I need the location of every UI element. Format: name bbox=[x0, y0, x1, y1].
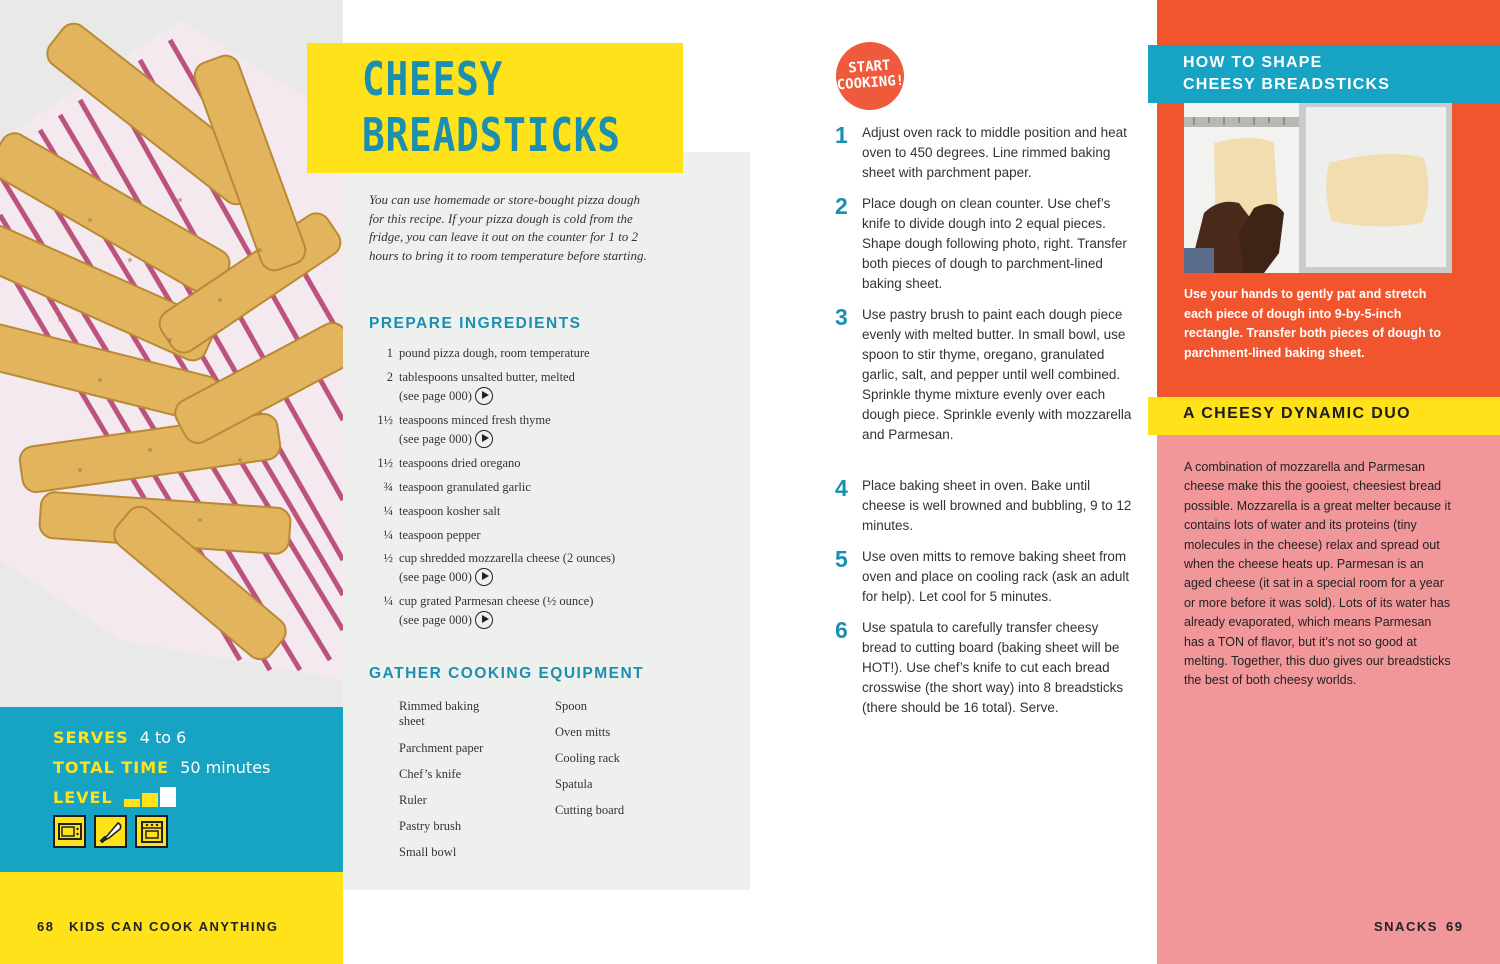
equipment-item: Cooling rack bbox=[555, 751, 620, 765]
equipment-item: Chef’s knife bbox=[399, 767, 462, 781]
ingredient-text: teaspoon granulated garlic bbox=[399, 480, 531, 494]
serves-value: 4 to 6 bbox=[139, 728, 187, 747]
knife-icon bbox=[94, 815, 127, 848]
ingredient-text: teaspoon pepper bbox=[399, 528, 481, 542]
ingredient-quantity: 2 bbox=[386, 370, 393, 384]
how-to-caption: Use your hands to gently pat and stretch each piece of dough into 9-by-5-inch rectangle. Transfer both pieces of dough to parchment-lined baking sheet. bbox=[1184, 287, 1441, 360]
level-block-3 bbox=[160, 787, 176, 807]
breadsticks-photo bbox=[0, 0, 343, 707]
footer-page-number-left: 68 bbox=[37, 919, 55, 934]
ingredient-quantity: 1½ bbox=[377, 413, 393, 427]
play-video-icon[interactable] bbox=[475, 568, 493, 586]
equipment-item: Spatula bbox=[555, 777, 593, 791]
ingredient-quantity: ¼ bbox=[383, 504, 393, 518]
equipment-item: Oven mitts bbox=[555, 725, 611, 739]
ingredient-text: cup grated Parmesan cheese (½ ounce) bbox=[399, 594, 594, 608]
ingredient-quantity: ¾ bbox=[383, 480, 393, 494]
equipment-item: Rimmed baking sheet bbox=[399, 699, 480, 728]
footer-page-number-right: 69 bbox=[1446, 919, 1464, 934]
page-reference: (see page 000) bbox=[399, 569, 472, 584]
equipment-item: Ruler bbox=[399, 793, 427, 807]
ingredient-quantity: 1½ bbox=[377, 456, 393, 470]
step-text: Use pastry brush to paint each dough piece evenly with melted butter. In small bowl, use spoon to stir thyme, oregano, granulated garlic, salt, and pepper until well combined. Sprinkle thyme mixture evenly over each dough piece. Sprinkle evenly with mozzarella and Parmesan. bbox=[862, 307, 1132, 442]
ingredient-text: teaspoons minced fresh thyme bbox=[399, 413, 551, 427]
page-reference: (see page 000) bbox=[399, 431, 472, 446]
step-number: 5 bbox=[835, 546, 848, 572]
equipment-item: Small bowl bbox=[399, 845, 457, 859]
level-block-2 bbox=[142, 793, 158, 807]
microwave-icon bbox=[53, 815, 86, 848]
page-reference: (see page 000) bbox=[399, 388, 472, 403]
how-to-heading bbox=[1148, 45, 1500, 103]
total-time-row bbox=[53, 758, 270, 777]
start-badge-line2: COOKING! bbox=[836, 72, 905, 94]
step-number: 4 bbox=[835, 475, 848, 501]
step-text: Use spatula to carefully transfer cheesy bread to cutting board (baking sheet will be HOT!). Use chef’s knife to cut each bread crosswise (the short way) into 8 breadsticks (there should be 16 total). Serve. bbox=[862, 620, 1124, 715]
step-number: 3 bbox=[835, 304, 848, 330]
footer-section-name: SNACKS bbox=[1374, 919, 1438, 934]
equipment-item: Cutting board bbox=[555, 803, 625, 817]
equipment-item: Spoon bbox=[555, 699, 587, 713]
level-block-1 bbox=[124, 799, 140, 807]
play-video-icon[interactable] bbox=[475, 387, 493, 405]
ingredient-text: tablespoons unsalted butter, melted bbox=[399, 370, 575, 384]
footer-book-title: KIDS CAN COOK ANYTHING bbox=[69, 919, 279, 934]
recipe-title-line1: CHEESY bbox=[362, 52, 504, 106]
oven-icon bbox=[135, 815, 168, 848]
step-text: Adjust oven rack to middle position and heat oven to 450 degrees. Line rimmed baking sheet with parchment paper. bbox=[862, 125, 1127, 180]
level-label: LEVEL bbox=[53, 788, 113, 807]
start-badge-line1: START bbox=[847, 57, 891, 77]
serves-row bbox=[53, 728, 186, 747]
step-number: 6 bbox=[835, 617, 848, 643]
step-number: 1 bbox=[835, 122, 848, 148]
ingredient-quantity: 1 bbox=[386, 346, 393, 360]
step-text: Place baking sheet in oven. Bake until cheese is well browned and bubbling, 9 to 12 minutes. bbox=[862, 478, 1132, 533]
start-cooking-badge bbox=[834, 40, 907, 113]
page-reference: (see page 000) bbox=[399, 612, 472, 627]
ingredient-text: cup shredded mozzarella cheese (2 ounces) bbox=[399, 551, 616, 565]
step-text: Use oven mitts to remove baking sheet from oven and place on cooling rack (ask an adult for help). Let cool for 5 minutes. bbox=[862, 549, 1130, 604]
recipe-title-line2: BREADSTICKS bbox=[362, 108, 621, 162]
play-video-icon[interactable] bbox=[475, 430, 493, 448]
recipe-intro: You can use homemade or store-bought pizza dough for this recipe. If your pizza dough is cold from the fridge, you can leave it out on the counter for 1 to 2 hours to bring it to room temperature before starting. bbox=[369, 192, 647, 263]
footer-band-left bbox=[0, 872, 343, 964]
dynamic-duo-heading: A CHEESY DYNAMIC DUO bbox=[1148, 397, 1500, 435]
equipment-item: Parchment paper bbox=[399, 741, 484, 755]
recipe-title-box bbox=[307, 43, 683, 173]
step-text: Place dough on clean counter. Use chef’s knife to divide dough into 2 equal pieces. Shape dough following photo, right. Transfer both pieces of dough to parchment-lined baking sheet. bbox=[862, 196, 1127, 291]
equipment-item: Pastry brush bbox=[399, 819, 462, 833]
level-indicator bbox=[124, 787, 176, 807]
play-video-icon[interactable] bbox=[475, 611, 493, 629]
dynamic-duo-text: A combination of mozzarella and Parmesan cheese make this the gooiest, cheesiest bread possible. Mozzarella is a great melter because it contains lots of water and its proteins (tiny molecules in the cheese) relax and spread out when the cheese heats up. Parmesan is an aged cheese (it sat in a special room for a year or more before it was sold). Lots of its water has already evaporated, which means Parmesan has a TON of flavor, but it’s not so good at melting. Together, this duo gives our breadsticks the best of both cheesy worlds. bbox=[1184, 460, 1451, 688]
ingredient-text: teaspoon kosher salt bbox=[399, 504, 501, 518]
ingredient-quantity: ¼ bbox=[383, 594, 393, 608]
ingredient-quantity: ½ bbox=[383, 551, 393, 565]
total-time-value: 50 minutes bbox=[180, 758, 271, 777]
ingredient-quantity: ¼ bbox=[383, 528, 393, 542]
total-time-label: TOTAL TIME bbox=[53, 758, 170, 777]
how-to-heading-line2: CHEESY BREADSTICKS bbox=[1183, 76, 1391, 93]
level-row bbox=[53, 787, 176, 807]
ingredient-text: teaspoons dried oregano bbox=[399, 456, 521, 470]
tool-icons bbox=[53, 815, 168, 848]
step-number: 2 bbox=[835, 193, 848, 219]
ingredient-text: pound pizza dough, room temperature bbox=[399, 346, 590, 360]
equipment-heading: GATHER COOKING EQUIPMENT bbox=[369, 665, 645, 682]
how-to-heading-line1: HOW TO SHAPE bbox=[1183, 54, 1323, 71]
serves-label: SERVES bbox=[53, 728, 129, 747]
dough-shaping-photo bbox=[1184, 103, 1452, 273]
ingredients-heading: PREPARE INGREDIENTS bbox=[369, 315, 582, 332]
